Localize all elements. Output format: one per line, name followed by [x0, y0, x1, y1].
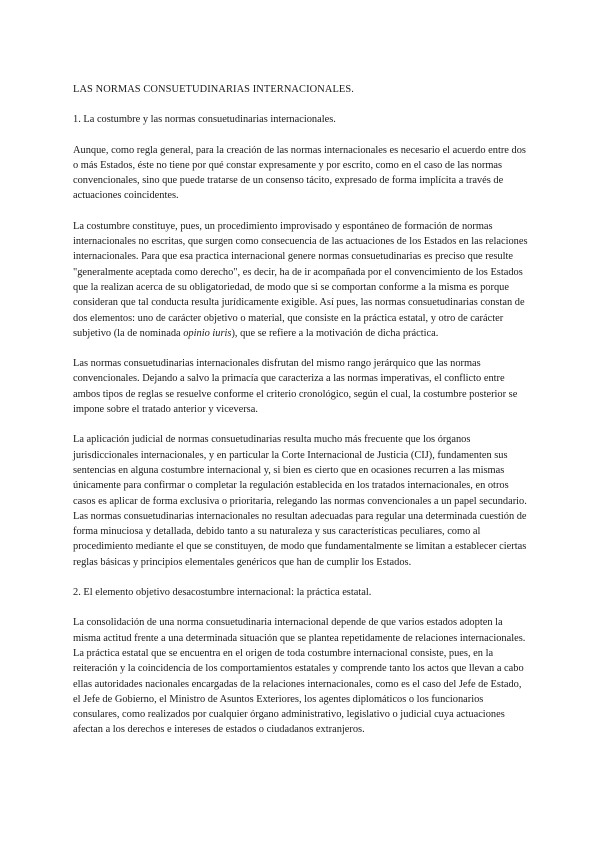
section-2-heading: 2. El elemento objetivo desacostumbre internacional: la práctica estatal. — [73, 587, 372, 599]
paragraph-text: ), que se refiere a la motivación de dicha práctica. — [231, 327, 439, 339]
section-1-heading: 1. La costumbre y las normas consuetudinarias internacionales. — [73, 114, 336, 126]
section-1-paragraph-3: Las normas consuetudinarias internacionales disfrutan del mismo rango jerárquico que las normas convencionales. Dejando a salvo la primacía que caracteriza a las normas imperativas, el conflicto entre ambos tipos de reglas se resuelve conforme el criterio cronológico, según el cual, la costumbre posterior se impone sobre el tratado anterior y viceversa. — [73, 358, 518, 416]
section-1-paragraph-1: Aunque, como regla general, para la creación de las normas internacionales es necesario el acuerdo entre dos o más Estados, éste no tiene por qué constar expresamente y por escrito, como en el caso de las normas convencionales, sino que puede tratarse de un consenso tácito, expresado de forma implícita a través de actuaciones coincidentes. — [73, 144, 526, 202]
opinio-iuris-term: opinio iuris — [183, 327, 232, 339]
section-1-paragraph-4: La aplicación judicial de normas consuetudinarias resulta mucho más frecuente que los órganos jurisdiccionales internacionales, y en particular la Corte Internacional de Justicia (CIJ), fundamenten sus sentencias en alguna costumbre internacional y, si bien es cierto que en ocasiones recurren a las mismas únicamente para confirmar o completar la regulación establecida en los tratados internacionales, en otros casos es aplicar de forma exclusiva o prioritaria, relegando las normas convencionales a un papel secundario. Las normas consuetudinarias internacionales no resultan adecuadas para regular una determinada cuestión de forma minuciosa y detallada, debido tanto a su naturaleza y sus características peculiares, como al procedimiento mediante el que se constituyen, de modo que fundamentalmente se limitan a establecer ciertas reglas básicas y principios elementales genéricos que han de cumplir los Estados. — [73, 434, 527, 568]
document-title: LAS NORMAS CONSUETUDINARIAS INTERNACIONALES. — [73, 84, 354, 95]
section-2-paragraph-1: La consolidación de una norma consuetudinaria internacional depende de que varios estados adopten la misma actitud frente a una determinada situación que se plantea repetidamente de relaciones internacionales. La práctica estatal que se encuentra en el origen de toda costumbre internacional consiste, pues, en la reiteración y la coincidencia de los comportamientos estatales y comprende tanto los actos que llevan a cabo ellas autoridades nacionales encargadas de la relaciones internacionales, como es el caso del Jefe de Estado, el Jefe de Gobierno, el Ministro de Asuntos Exteriores, los agentes diplomáticos o los funcionarios consulares, como realizados por cualquier órgano administrativo, legislativo o judicial cuya actuaciones afectan a los derechos e intereses de estados o ciudadanos extranjeros. — [73, 617, 526, 736]
section-1-paragraph-2 — [73, 219, 528, 341]
document-body — [73, 82, 528, 753]
paragraph-text: La costumbre constituye, pues, un procedimiento improvisado y espontáneo de formación de normas internacionales no escritas, que surgen como consecuencia de las actuaciones de los Estados en las relaciones internacionales. Para que esa practica internacional genere normas consuetudinarias es preciso que resulte "generalmente aceptada como derecho", es decir, ha de ir acompañada por el convencimiento de los Estados que la realizan acerca de su obligatoriedad, de modo que si se comportan conforme a la misma es porque consideran que tal conducta resulta jurídicamente exigible. Así pues, las normas consuetudinarias constan de dos elementos: uno de carácter objetivo o material, que consiste en la práctica estatal, y otro de carácter subjetivo (la de nominada — [73, 220, 528, 339]
